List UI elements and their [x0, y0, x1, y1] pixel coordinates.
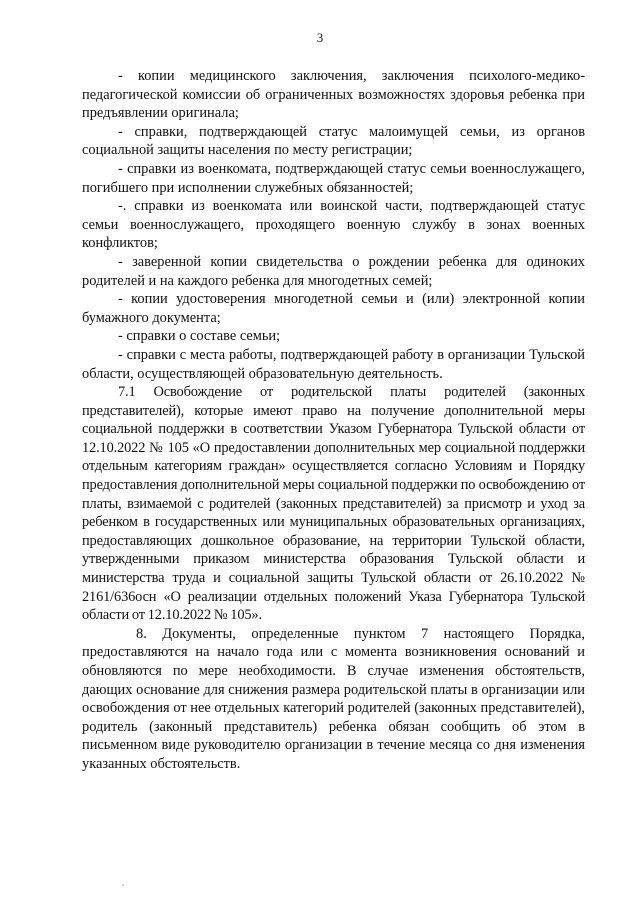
clause-7-1: 7.1 Освобождение от родительской платы родителей (законных представителей), которые имеют право на получение дополнительной меры социальной поддержки в соответствии Указом Губернатора Тульской области от 12.10.2022 № 105 «О предоставлении дополнительных мер социальной поддержки отдельным категориям граждан» осуществляется согласно Условиям и Порядку предоставления дополнительной меры социальной поддержки по освобождению от платы, взимаемой с родителей (законных представителей) за присмотр и уход за ребенком в государственных или муниципальных образовательных организациях, предоставляющих дошкольное образование, на территории Тульской области, утвержденными приказом министерства образования Тульской области и министерства труда и социальной защиты Тульской области от 26.10.2022 № 2161/636осн «О реализации отдельных положений Указа Губернатора Тульской области от 12.10.2022 № 105».	[82, 384, 585, 624]
page-number: 3	[316, 30, 324, 45]
list-item-birth-certificate-copy: - заверенной копии свидетельства о рождении ребенка для одиноких родителей и на каждого ребенка для многодетных семей;	[82, 253, 585, 289]
list-item-medical-report: - копии медицинского заключения, заключения психолого-медико-педагогической комиссии об ограниченных возможностях здоровья ребенка при предъявлении оригинала;	[82, 68, 585, 122]
list-item-military-conflict-certificate: -. справки из военкомата или воинской части, подтверждающей статус семьи военнослужащего, проходящего военную службу в зонах военных конфликтов;	[82, 198, 585, 252]
clause-8: 8. Документы, определенные пунктом 7 настоящего Порядка, предоставляются на начало года или с момента возникновения оснований и обновляются по мере необходимости. В случае изменения обстоятельств, дающих основание для снижения размера родительской платы в организации или освобождения от нее отдельных категорий родителей (законных представителей), родитель (законный представитель) ребенка обязан сообщить об этом в письменном виде руководителю организации в течение месяца со дня изменения указанных обстоятельств.	[82, 625, 585, 772]
list-item-large-family-certificate: - копии удостоверения многодетной семьи и (или) электронной копии бумажного документа;	[82, 291, 585, 326]
scan-speck	[122, 884, 124, 886]
list-item-low-income-certificate: - справки, подтверждающей статус малоимущей семьи, из органов социальной защиты населения по месту регистрации;	[82, 123, 585, 159]
list-item-family-composition: - справки о составе семьи;	[118, 328, 281, 345]
list-item-employment-certificate: - справки с места работы, подтверждающей работу в организации Тульской области, осуществляющей образовательную деятельность.	[82, 346, 585, 382]
document-body	[82, 67, 585, 774]
list-item-fallen-serviceman-certificate: - справки из военкомата, подтверждающей статус семьи военнослужащего, погибшего при исполнении служебных обязанностей;	[82, 160, 585, 196]
